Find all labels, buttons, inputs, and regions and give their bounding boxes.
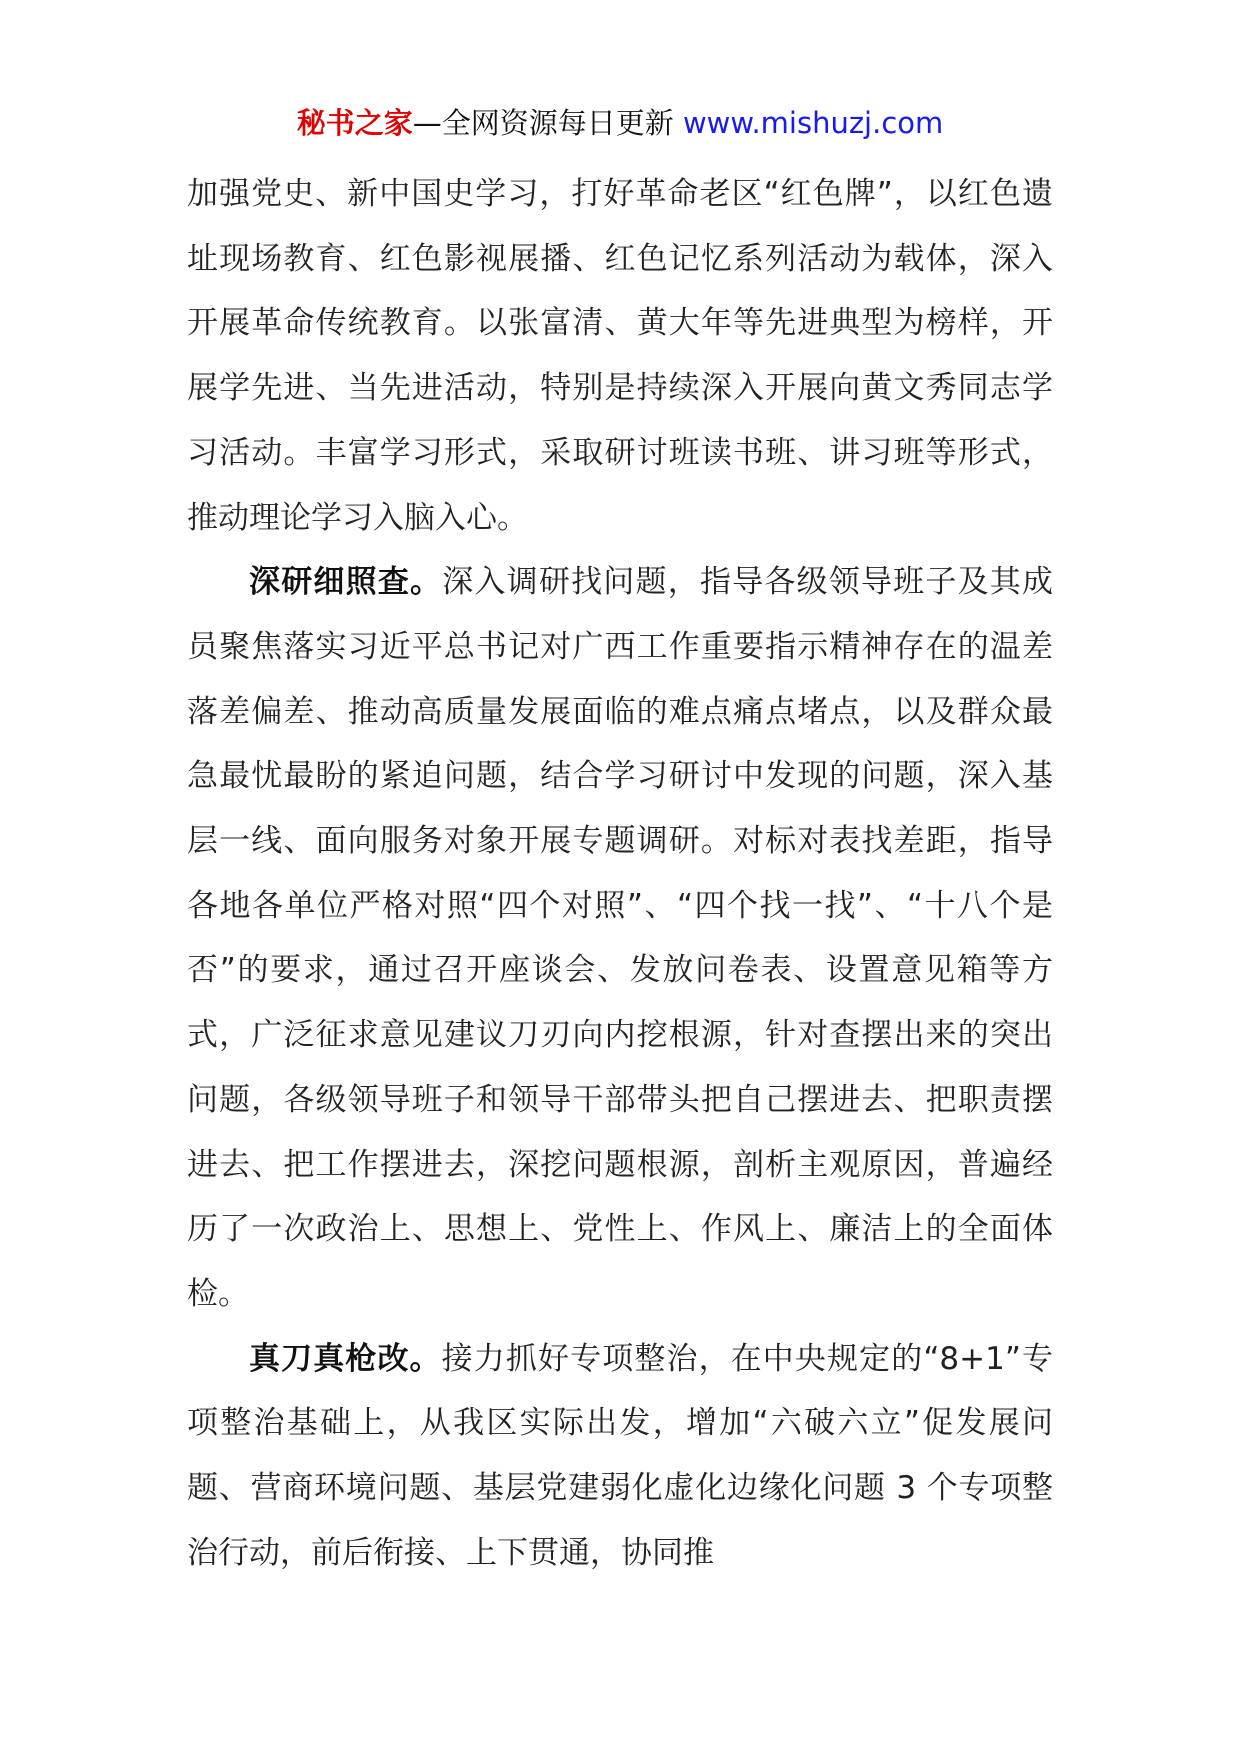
paragraph-1 <box>187 162 1053 550</box>
site-brand: 秘书之家 <box>296 106 413 140</box>
paragraph-3 <box>187 1327 1053 1586</box>
paragraph-3-text: 接力抓好专项整治，在中央规定的“8+1”专项整治基础上，从我区实际出发，增加“六破六立”促发展问题、营商环境问题、基层党建弱化虚化边缘化问题 3 个专项整治行动，前后衔接、上下贯通，协同推 <box>187 1340 1053 1571</box>
paragraph-2-text: 深入调研找问题，指导各级领导班子及其成员聚焦落实习近平总书记对广西工作重要指示精神存在的温差落差偏差、推动高质量发展面临的难点痛点堵点，以及群众最急最忧最盼的紧迫问题，结合学习研讨中发现的问题，深入基层一线、面向服务对象开展专题调研。对标对表找差距，指导各地各单位严格对照“四个对照”、“四个找一找”、“十八个是否”的要求，通过召开座谈会、发放问卷表、设置意见箱等方式，广泛征求意见建议刀刃向内挖根源，针对查摆出来的突出问题，各级领导班子和领导干部带头把自己摆进去、把职责摆进去、把工作摆进去，深挖问题根源，剖析主观原因，普遍经历了一次政治上、思想上、党性上、作风上、廉洁上的全面体检。 <box>187 564 1053 1312</box>
site-header <box>0 100 1240 146</box>
site-tagline: —全网资源每日更新 <box>412 106 674 140</box>
site-url-link[interactable]: www.mishuzj.com <box>682 106 944 140</box>
paragraph-3-lead: 真刀真枪改。 <box>249 1340 442 1377</box>
paragraph-2-lead: 深研细照查。 <box>249 564 443 601</box>
paragraph-2 <box>187 550 1053 1326</box>
document-body <box>187 162 1053 1585</box>
paragraph-1-text: 加强党史、新中国史学习，打好革命老区“红色牌”，以红色遗址现场教育、红色影视展播、红色记忆系列活动为载体，深入开展革命传统教育。以张富清、黄大年等先进典型为榜样，开展学先进、当先进活动，特别是持续深入开展向黄文秀同志学习活动。丰富学习形式，采取研讨班读书班、讲习班等形式，推动理论学习入脑入心。 <box>187 176 1053 536</box>
